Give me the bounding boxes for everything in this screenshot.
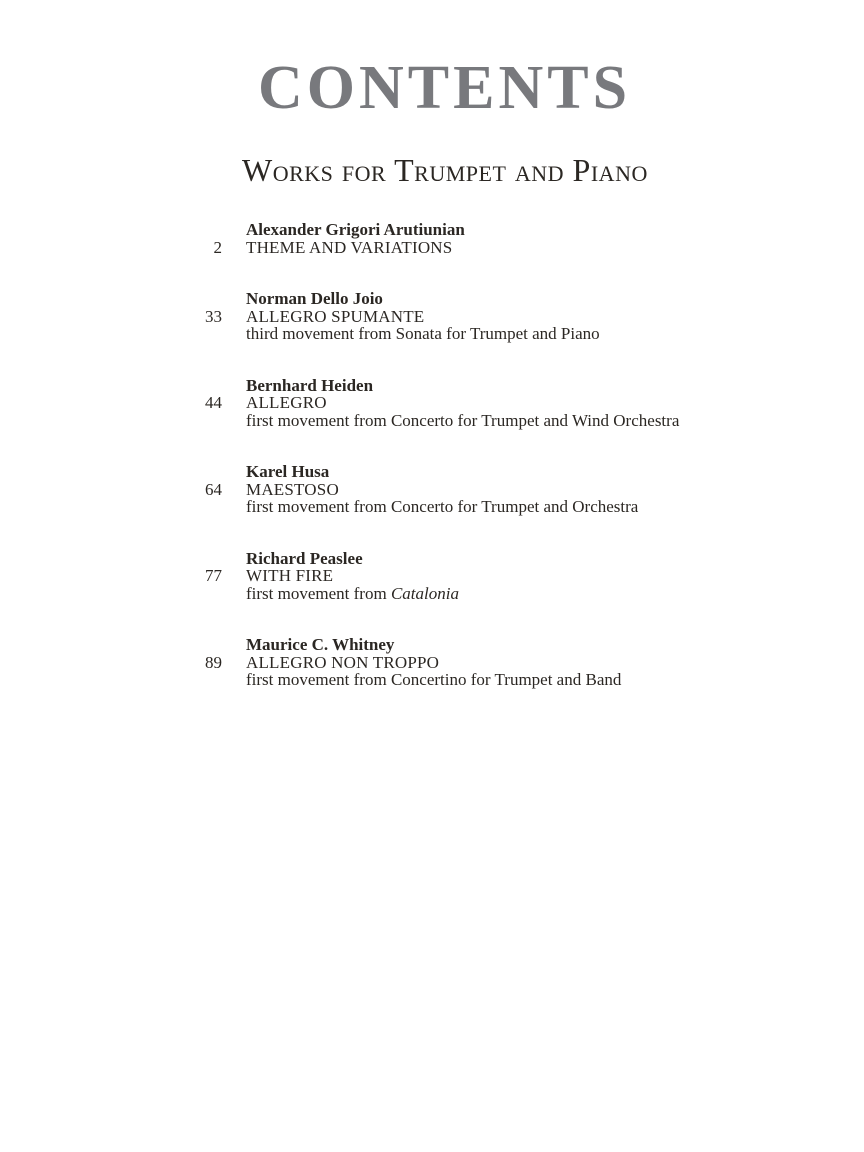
entry-page-number: 64 — [205, 479, 222, 499]
entry-composer: Karel Husa — [246, 462, 330, 481]
entry-subtitle: first movement from Concerto for Trumpet and Orchestra — [246, 497, 639, 516]
contents-entry — [0, 290, 864, 343]
entry-composer: Richard Peaslee — [246, 548, 363, 568]
entry-composer: Alexander Grigori Arutiunian — [246, 220, 465, 239]
contents-entry — [0, 221, 864, 256]
entry-subtitle: first movement from Catalonia — [246, 583, 459, 603]
entry-title: ALLEGRO NON TROPPO — [246, 652, 440, 672]
entry-title: MAESTOSO — [246, 479, 339, 499]
contents-entry — [0, 550, 864, 603]
entry-body — [246, 463, 864, 516]
entry-body — [246, 377, 864, 430]
contents-entry — [0, 463, 864, 516]
entry-page-number: 33 — [205, 306, 222, 326]
entry-title: ALLEGRO — [246, 393, 327, 412]
entry-page-number: 77 — [205, 566, 222, 585]
entry-body — [246, 636, 864, 689]
entry-subtitle: first movement from Concertino for Trumpet and Band — [246, 670, 622, 689]
entry-title: THEME AND VARIATIONS — [246, 237, 453, 257]
contents-entry — [0, 636, 864, 689]
entry-body — [246, 221, 864, 256]
entry-subtitle-italic: Catalonia — [390, 583, 459, 603]
entry-title: ALLEGRO SPUMANTE — [246, 306, 425, 326]
entry-composer: Bernhard Heiden — [246, 375, 374, 395]
entry-composer: Maurice C. Whitney — [246, 635, 395, 654]
contents-entry — [0, 377, 864, 430]
entry-body — [246, 550, 864, 603]
entry-subtitle: third movement from Sonata for Trumpet and Piano — [246, 324, 600, 343]
entry-composer: Norman Dello Joio — [246, 289, 383, 308]
entry-page-number: 89 — [205, 652, 222, 672]
section-heading: Works for Trumpet and Piano — [242, 152, 648, 188]
entry-subtitle: first movement from Concerto for Trumpet and Wind Orchestra — [246, 410, 680, 430]
contents-list — [0, 221, 864, 689]
entry-title: WITH FIRE — [246, 566, 334, 585]
entry-page-number: 44 — [205, 393, 222, 412]
entry-body — [246, 290, 864, 343]
entry-page-number: 2 — [213, 237, 222, 257]
page-title: CONTENTS — [258, 54, 632, 122]
